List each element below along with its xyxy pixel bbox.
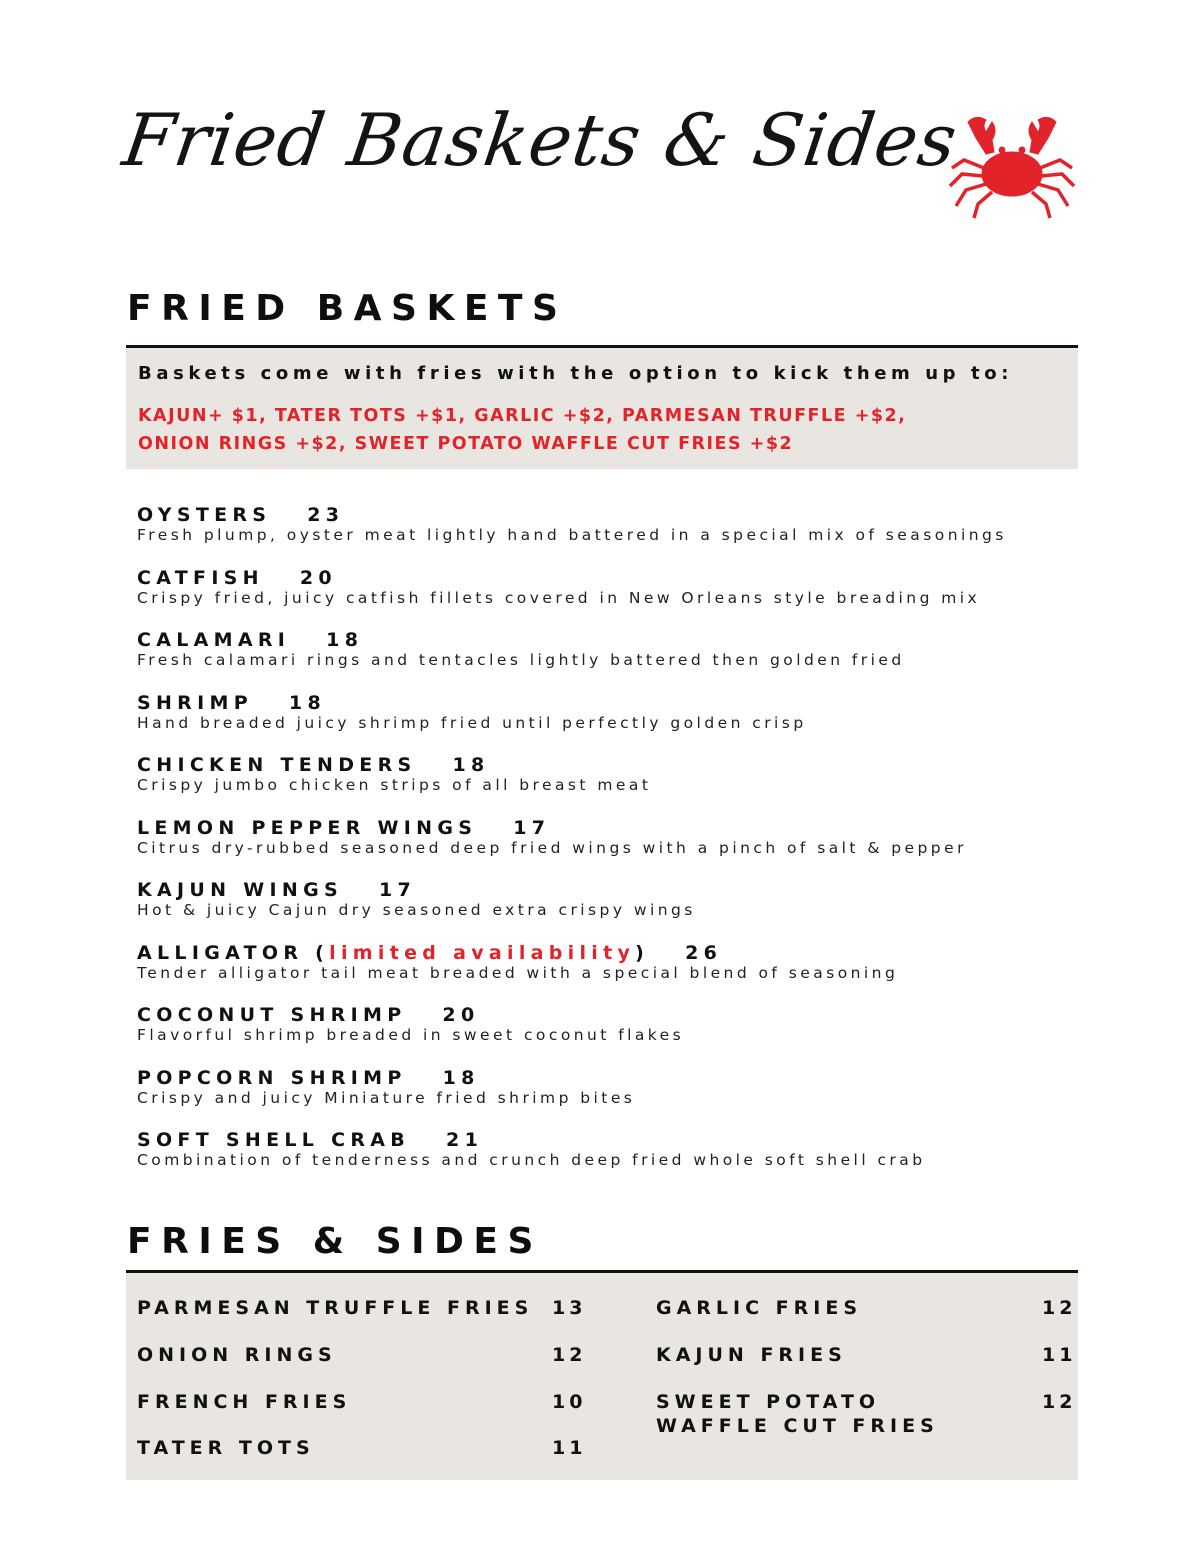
sides-box [126, 1273, 1078, 1480]
menu-item-kajun-wings [137, 879, 696, 920]
item-price: 18 [288, 692, 326, 714]
side-name: KAJUN FRIES [656, 1344, 847, 1366]
side-price: 12 [1042, 1391, 1077, 1413]
item-price: 20 [299, 567, 337, 589]
item-name: CHICKEN TENDERS [137, 754, 417, 776]
side-price: 13 [552, 1297, 587, 1319]
menu-item-oysters [137, 504, 1007, 545]
upgrade-options-line: ONION RINGS +$2, SWEET POTATO WAFFLE CUT FRIES +$2 [138, 434, 794, 454]
item-description: Fresh plump, oyster meat lightly hand battered in a special mix of seasonings [137, 526, 1007, 544]
item-price: 23 [307, 504, 345, 526]
side-price: 12 [552, 1344, 587, 1366]
item-name-end: ) [635, 942, 650, 964]
item-price: 17 [378, 879, 416, 901]
menu-item-lemon-pepper-wings [137, 817, 967, 858]
basket-upgrade-options [138, 402, 906, 458]
item-description: Combination of tenderness and crunch deep fried whole soft shell crab [137, 1151, 926, 1169]
side-price: 10 [552, 1391, 587, 1413]
item-description: Flavorful shrimp breaded in sweet coconut flakes [137, 1026, 685, 1044]
item-name: POPCORN SHRIMP [137, 1067, 407, 1089]
upgrade-options-line: KAJUN+ $1, TATER TOTS +$1, GARLIC +$2, PARMESAN TRUFFLE +$2, [138, 406, 907, 426]
basket-intro: Baskets come with fries with the option to kick them up to: [138, 363, 1013, 384]
side-name: SWEET POTATO [656, 1391, 881, 1413]
side-name: TATER TOTS [137, 1437, 315, 1459]
item-description: Hand breaded juicy shrimp fried until perfectly golden crisp [137, 714, 807, 732]
side-price: 11 [1042, 1344, 1077, 1366]
item-description: Fresh calamari rings and tentacles lightly battered then golden fried [137, 651, 905, 669]
item-name: LEMON PEPPER WINGS [137, 817, 478, 839]
side-price: 12 [1042, 1297, 1077, 1319]
side-name: GARLIC FRIES [656, 1297, 863, 1319]
item-name: ALLIGATOR ( [137, 942, 330, 964]
item-price: 21 [446, 1129, 484, 1151]
item-price: 18 [452, 754, 490, 776]
menu-item-popcorn-shrimp [137, 1067, 635, 1108]
fried-baskets-heading: FRIED BASKETS [127, 288, 568, 329]
side-price: 11 [552, 1437, 587, 1459]
item-description: Hot & juicy Cajun dry seasoned extra crispy wings [137, 901, 696, 919]
menu-item-calamari [137, 629, 905, 670]
item-price: 26 [685, 942, 723, 964]
menu-item-alligator [137, 942, 898, 983]
fries-sides-heading: FRIES & SIDES [127, 1221, 543, 1262]
page-title: Fried Baskets & Sides [118, 98, 963, 182]
menu-item-soft-shell-crab [137, 1129, 925, 1170]
item-name: SOFT SHELL CRAB [137, 1129, 411, 1151]
item-price: 18 [442, 1067, 480, 1089]
item-name: COCONUT SHRIMP [137, 1004, 407, 1026]
item-name: OYSTERS [137, 504, 272, 526]
item-description: Tender alligator tail meat breaded with a special blend of seasoning [137, 964, 899, 982]
menu-item-catfish [137, 567, 980, 608]
item-price: 17 [513, 817, 551, 839]
side-name: ONION RINGS [137, 1344, 337, 1366]
item-name: KAJUN WINGS [137, 879, 343, 901]
item-description: Crispy fried, juicy catfish fillets covered in New Orleans style breading mix [137, 589, 981, 607]
item-description: Citrus dry-rubbed seasoned deep fried wings with a pinch of salt & pepper [137, 839, 967, 857]
item-description: Crispy jumbo chicken strips of all breast meat [137, 776, 652, 794]
crab-icon [946, 112, 1078, 220]
availability-note: limited availability [329, 942, 636, 964]
basket-options-box [126, 348, 1078, 469]
item-name: SHRIMP [137, 692, 253, 714]
item-description: Crispy and juicy Miniature fried shrimp bites [137, 1089, 636, 1107]
item-name: CALAMARI [137, 629, 291, 651]
menu-item-shrimp [137, 692, 807, 733]
item-price: 20 [442, 1004, 480, 1026]
menu-item-chicken-tenders [137, 754, 651, 795]
item-price: 18 [326, 629, 364, 651]
side-name: PARMESAN TRUFFLE FRIES [137, 1297, 534, 1319]
item-name: CATFISH [137, 567, 264, 589]
side-name: WAFFLE CUT FRIES [656, 1415, 939, 1437]
menu-item-coconut-shrimp [137, 1004, 684, 1045]
side-name: FRENCH FRIES [137, 1391, 352, 1413]
